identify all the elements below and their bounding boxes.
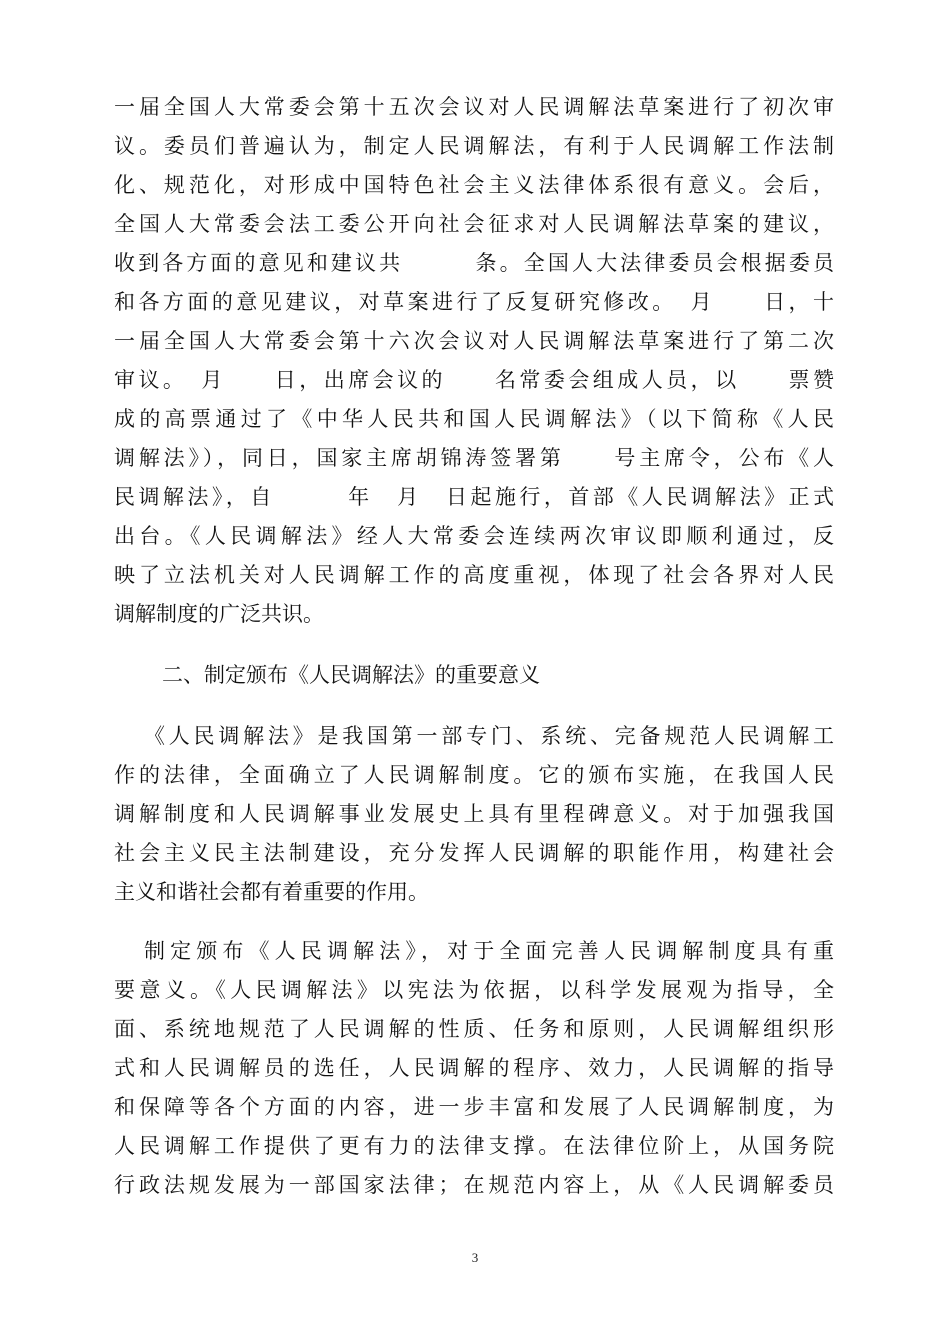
paragraph-improvement — [114, 932, 834, 1205]
text-line: 调解制度和人民调解事业发展史上具有里程碑意义。对于加强我国 — [114, 802, 834, 826]
text-line: 审议。 月 日，出席会议的 名常委会组成人员，以 票赞 — [114, 368, 834, 392]
text-line: 人民调解工作提供了更有力的法律支撑。在法律位阶上，从国务院 — [114, 1134, 834, 1158]
text-line: 制定颁布《人民调解法》，对于全面完善人民调解制度具有重 — [144, 939, 834, 963]
text-line: 议。委员们普遍认为，制定人民调解法，有利于人民调解工作法制 — [114, 134, 834, 158]
text-line: 和保障等各个方面的内容，进一步丰富和发展了人民调解制度，为 — [114, 1095, 834, 1119]
section-heading: 二、制定颁布《人民调解法》的重要意义 — [162, 663, 540, 687]
page-number: 3 — [471, 1250, 479, 1265]
text-line: 面、系统地规范了人民调解的性质、任务和原则，人民调解组织形 — [114, 1017, 834, 1041]
text-line: 作的法律，全面确立了人民调解制度。它的颁布实施，在我国人民 — [114, 763, 834, 787]
text-line: 主义和谐社会都有着重要的作用。 — [114, 880, 429, 904]
paragraph-spacer — [114, 912, 834, 932]
text-line: 出台。《人民调解法》经人大常委会连续两次审议即顺利通过，反 — [114, 524, 834, 548]
text-line: 要意义。《人民调解法》以宪法为依据，以科学发展观为指导，全 — [114, 978, 834, 1002]
document-body — [114, 88, 834, 1205]
paragraph-significance — [114, 717, 834, 912]
text-line: 一届全国人大常委会第十五次会议对人民调解法草案进行了初次审 — [114, 95, 834, 119]
text-line: 民调解法》，自 年 月 日起施行，首部《人民调解法》正式 — [114, 485, 834, 509]
text-line: 一届全国人大常委会第十六次会议对人民调解法草案进行了第二次 — [114, 329, 834, 353]
text-line: 全国人大常委会法工委公开向社会征求对人民调解法草案的建议， — [114, 212, 834, 236]
paragraph-spacer — [114, 634, 834, 656]
text-line: 调解制度的广泛共识。 — [114, 602, 324, 626]
text-line: 收到各方面的意见和建议共 条。全国人大法律委员会根据委员 — [114, 251, 834, 275]
text-line: 和各方面的意见建议，对草案进行了反复研究修改。 月 日，十 — [114, 290, 834, 314]
text-line: 《人民调解法》是我国第一部专门、系统、完备规范人民调解工 — [144, 724, 834, 748]
text-line: 式和人民调解员的选任，人民调解的程序、效力，人民调解的指导 — [114, 1056, 834, 1080]
text-line: 成的高票通过了《中华人民共和国人民调解法》（以下简称《人民 — [114, 407, 834, 431]
text-line: 映了立法机关对人民调解工作的高度重视，体现了社会各界对人民 — [114, 563, 834, 587]
paragraph-legislative-history — [114, 88, 834, 634]
text-line: 调解法》），同日，国家主席胡锦涛签署第 号主席令，公布《人 — [114, 446, 834, 470]
text-line: 化、规范化，对形成中国特色社会主义法律体系很有意义。会后， — [114, 173, 834, 197]
text-line: 社会主义民主法制建设，充分发挥人民调解的职能作用，构建社会 — [114, 841, 834, 865]
text-line: 行政法规发展为一部国家法律；在规范内容上，从《人民调解委员 — [114, 1173, 834, 1197]
paragraph-spacer — [114, 695, 834, 717]
